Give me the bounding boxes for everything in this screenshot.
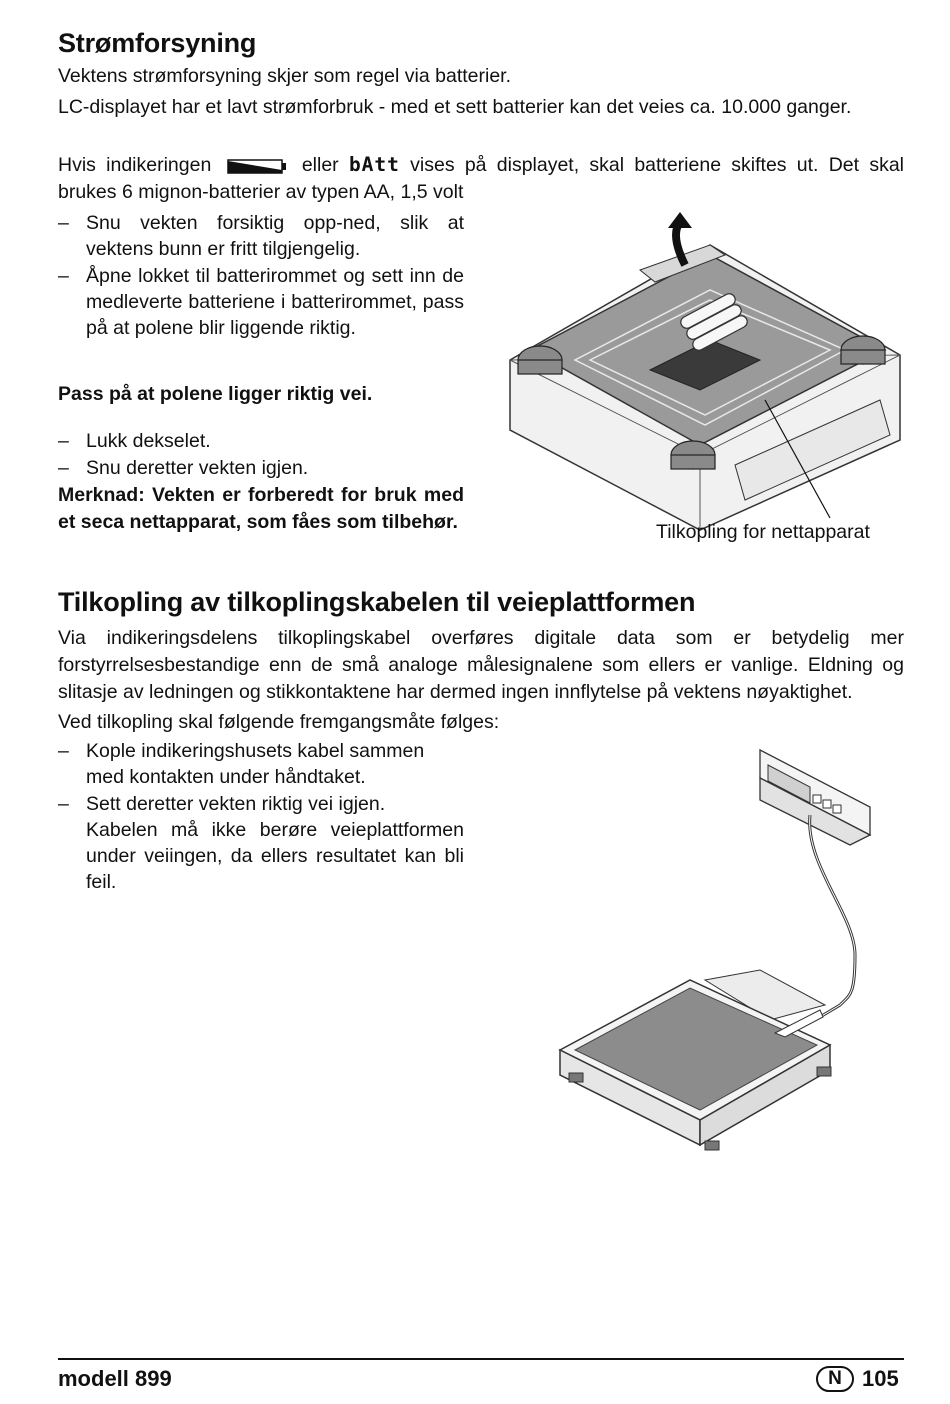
- list-item: [58, 455, 464, 481]
- list-item: [58, 263, 464, 341]
- pole-warning: Pass på at polene ligger riktig vei.: [58, 383, 373, 405]
- p3-part-b: eller: [301, 154, 339, 176]
- power-paragraph-2: LC-displayet har et lavt strømforbruk - med et sett batterier kan det veies ca. 10.000 ganger.: [58, 96, 852, 118]
- language-badge: N: [816, 1366, 854, 1392]
- steps-list-2: [58, 428, 464, 481]
- power-paragraph-3: [58, 151, 904, 206]
- dash-bullet: –: [58, 430, 69, 452]
- section-title-power: Strømforsyning: [58, 28, 257, 58]
- list-item-text: Lukk dekselet.: [86, 430, 211, 452]
- connection-paragraph-1: Via indikeringsdelens tilkoplingskabel overføres digitale data som er betydelig mer forstyrrelsesbestandige enn de små analoge målesignalene som ellers er vanlige. Eldning og slitasje av ledningen og stikkontaktene har dermed ingen innflytelse på vektens nøyaktighet.: [58, 627, 904, 703]
- list-item: [58, 791, 464, 817]
- list-item: [58, 210, 464, 262]
- connection-paragraph-2: Ved tilkopling skal følgende fremgangsmåte følges:: [58, 711, 500, 733]
- batt-display-text: bAtt: [348, 153, 400, 176]
- power-paragraph-1: Vektens strømforsyning skjer som regel via batterier.: [58, 65, 512, 87]
- battery-low-icon: [226, 157, 288, 175]
- dash-bullet: –: [58, 457, 69, 479]
- list-item-text: Snu deretter vekten igjen.: [86, 457, 309, 479]
- cable-figure: [555, 745, 895, 1165]
- steps-list-1: [58, 210, 464, 341]
- power-note: Merknad: Vekten er forberedt for bruk med et seca nettapparat, som fåes som tilbehør.: [58, 484, 464, 533]
- list-item: [58, 738, 464, 790]
- dash-bullet: –: [58, 265, 69, 287]
- footer-rule: [58, 1358, 904, 1360]
- list-item-continuation: [58, 817, 464, 895]
- battery-figure: [500, 210, 910, 540]
- steps-list-3: [58, 738, 464, 895]
- p3-part-a: Hvis indikeringen: [58, 154, 212, 176]
- dash-bullet: –: [58, 793, 69, 815]
- list-item: [58, 428, 464, 454]
- list-item-text: Snu vekten forsiktig opp-ned, slik at vektens bunn er fritt tilgjengelig.: [86, 212, 464, 260]
- page-number: 105: [862, 1366, 899, 1391]
- list-item-text: Kabelen må ikke berøre veieplattformen under veiingen, da ellers resultatet kan bli feil.: [86, 819, 464, 893]
- figure-caption-power: Tilkopling for nettapparat: [656, 521, 870, 543]
- list-item-text: Kople indikeringshusets kabel sammen med kontakten under håndtaket.: [86, 740, 425, 788]
- list-item-text: Åpne lokket til batterirommet og sett inn de medleverte batteriene i batterirommet, pass på at polene blir liggende riktig.: [86, 265, 464, 339]
- section-title-connection: Tilkopling av tilkoplingskabelen til veieplattformen: [58, 587, 696, 617]
- dash-bullet: –: [58, 212, 69, 234]
- footer-model: modell 899: [58, 1366, 172, 1391]
- list-item-text: Sett deretter vekten riktig vei igjen.: [86, 793, 386, 815]
- dash-bullet: –: [58, 740, 69, 762]
- p3-part-c: vises på displayet, skal batteriene skiftes ut. Det skal brukes 6 mignon-batterier av typen AA, 1,5 volt: [58, 154, 904, 203]
